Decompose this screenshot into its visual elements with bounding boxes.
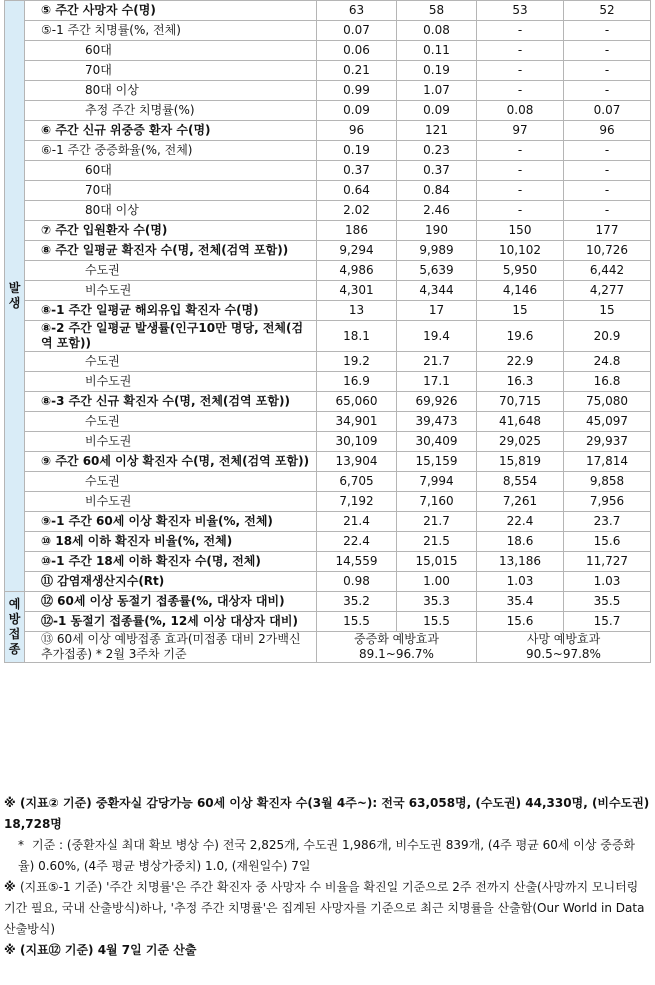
death-prevention-title: 사망 예방효과 [526, 632, 601, 646]
value-cell: 18.6 [477, 532, 564, 552]
row-label: 수도권 [25, 261, 317, 281]
value-cell: 0.84 [397, 181, 477, 201]
value-cell: 70,715 [477, 392, 564, 412]
value-cell: 35.4 [477, 592, 564, 612]
table-row [5, 221, 651, 241]
footnote-icu-capacity [4, 793, 650, 835]
value-cell: - [564, 61, 651, 81]
vaccine-effect-label: ⑬ 60세 이상 예방접종 효과(미접종 대비 2가백신 추가접종) * 2월 3주차 기준 [25, 632, 317, 663]
value-cell: 20.9 [564, 321, 651, 352]
value-cell: 121 [397, 121, 477, 141]
value-cell: 0.64 [317, 181, 397, 201]
table-row [5, 301, 651, 321]
value-cell: 19.6 [477, 321, 564, 352]
value-cell: 8,554 [477, 472, 564, 492]
value-cell: 7,994 [397, 472, 477, 492]
value-cell: 2.02 [317, 201, 397, 221]
value-cell: 45,097 [564, 412, 651, 432]
value-cell: 18.1 [317, 321, 397, 352]
value-cell: 0.23 [397, 141, 477, 161]
reference-mark-icon: ※ [4, 943, 16, 957]
reference-mark-icon: ※ [4, 796, 16, 810]
value-cell: - [477, 41, 564, 61]
row-label: ⑨ 주간 60세 이상 확진자 수(명, 전체(검역 포함)) [25, 452, 317, 472]
value-cell: 0.07 [564, 101, 651, 121]
severe-prevention-title: 중증화 예방효과 [354, 632, 439, 646]
value-cell: 7,192 [317, 492, 397, 512]
value-cell: 0.37 [397, 161, 477, 181]
value-cell: - [564, 81, 651, 101]
value-cell: 16.8 [564, 372, 651, 392]
value-cell: 7,160 [397, 492, 477, 512]
value-cell: - [477, 141, 564, 161]
value-cell: 15.6 [477, 612, 564, 632]
value-cell: 21.5 [397, 532, 477, 552]
value-cell: 5,639 [397, 261, 477, 281]
value-cell: 34,901 [317, 412, 397, 432]
value-cell: 21.7 [397, 512, 477, 532]
table-row [5, 261, 651, 281]
row-label: 추정 주간 치명률(%) [25, 101, 317, 121]
value-cell: 17.1 [397, 372, 477, 392]
value-cell: 15 [477, 301, 564, 321]
value-cell: 4,986 [317, 261, 397, 281]
value-cell: 0.21 [317, 61, 397, 81]
death-prevention-cell [477, 632, 651, 663]
value-cell: 15,015 [397, 552, 477, 572]
table-row [5, 201, 651, 221]
value-cell: 0.19 [317, 141, 397, 161]
value-cell: 63 [317, 1, 397, 21]
asterisk-icon: * [18, 838, 24, 852]
value-cell: 35.3 [397, 592, 477, 612]
row-label: 80대 이상 [25, 81, 317, 101]
row-label: ⑩-1 주간 18세 이하 확진자 수(명, 전체) [25, 552, 317, 572]
footnotes [4, 793, 650, 961]
table-row [5, 61, 651, 81]
row-label: ⑧-2 주간 일평균 발생률(인구10만 명당, 전체(검역 포함)) [25, 321, 317, 352]
value-cell: 13,186 [477, 552, 564, 572]
value-cell: 15,819 [477, 452, 564, 472]
value-cell: 0.11 [397, 41, 477, 61]
value-cell: 30,409 [397, 432, 477, 452]
value-cell: 11,727 [564, 552, 651, 572]
value-cell: 21.4 [317, 512, 397, 532]
row-label: 수도권 [25, 472, 317, 492]
footnote-vaccination-date [4, 940, 650, 961]
value-cell: 19.4 [397, 321, 477, 352]
table-row [5, 241, 651, 261]
value-cell: 150 [477, 221, 564, 241]
value-cell: - [564, 141, 651, 161]
value-cell: - [477, 61, 564, 81]
table-row [5, 101, 651, 121]
value-cell: 5,950 [477, 261, 564, 281]
row-label: ⑧-3 주간 신규 확진자 수(명, 전체(검역 포함)) [25, 392, 317, 412]
table-row [5, 452, 651, 472]
value-cell: 4,301 [317, 281, 397, 301]
value-cell: 7,261 [477, 492, 564, 512]
value-cell: - [564, 201, 651, 221]
value-cell: 6,442 [564, 261, 651, 281]
value-cell: 97 [477, 121, 564, 141]
value-cell: 1.03 [564, 572, 651, 592]
value-cell: 9,989 [397, 241, 477, 261]
value-cell: 0.09 [317, 101, 397, 121]
reference-mark-icon: ※ [4, 880, 16, 894]
value-cell: 0.07 [317, 21, 397, 41]
row-label: ⑫-1 동절기 접종률(%, 12세 이상 대상자 대비) [25, 612, 317, 632]
value-cell: 4,344 [397, 281, 477, 301]
table-row [5, 321, 651, 352]
row-label: 수도권 [25, 352, 317, 372]
table-row [5, 121, 651, 141]
value-cell: 15.6 [564, 532, 651, 552]
footnote-criteria [4, 835, 650, 877]
value-cell: 2.46 [397, 201, 477, 221]
table-row [5, 532, 651, 552]
row-label: ⑤ 주간 사망자 수(명) [25, 1, 317, 21]
value-cell: 15.5 [397, 612, 477, 632]
value-cell: 13,904 [317, 452, 397, 472]
value-cell: 186 [317, 221, 397, 241]
value-cell: - [477, 161, 564, 181]
value-cell: 29,937 [564, 432, 651, 452]
value-cell: 0.08 [477, 101, 564, 121]
table-row [5, 572, 651, 592]
value-cell: 96 [317, 121, 397, 141]
footnote-text: 기준 : (중환자실 최대 확보 병상 수) 전국 2,825개, 수도권 1,986개, 비수도권 839개, (4주 평균 60세 이상 중증화율) 0.60%, (4주 평균 병상가중치) 1.0, (재원일수) 7일 [18, 838, 636, 873]
value-cell: 35.2 [317, 592, 397, 612]
value-cell: 96 [564, 121, 651, 141]
value-cell: 15 [564, 301, 651, 321]
value-cell: - [564, 161, 651, 181]
value-cell: 15,159 [397, 452, 477, 472]
value-cell: 24.8 [564, 352, 651, 372]
value-cell: - [477, 181, 564, 201]
value-cell: 7,956 [564, 492, 651, 512]
value-cell: 9,858 [564, 472, 651, 492]
value-cell: 0.08 [397, 21, 477, 41]
value-cell: - [477, 21, 564, 41]
value-cell: 39,473 [397, 412, 477, 432]
row-label: ⑪ 감염재생산지수(Rt) [25, 572, 317, 592]
value-cell: 4,146 [477, 281, 564, 301]
value-cell: 22.9 [477, 352, 564, 372]
table-row [5, 161, 651, 181]
row-label: ⑩ 18세 이하 확진자 비율(%, 전체) [25, 532, 317, 552]
value-cell: 9,294 [317, 241, 397, 261]
row-label: 비수도권 [25, 432, 317, 452]
table-row [5, 392, 651, 412]
value-cell: 6,705 [317, 472, 397, 492]
value-cell: 16.3 [477, 372, 564, 392]
row-label: ⑫ 60세 이상 동절기 접종률(%, 대상자 대비) [25, 592, 317, 612]
footnote-text: (지표⑤-1 기준) '주간 치명률'은 주간 확진자 중 사망자 수 비율을 확진일 기준으로 2주 전까지 산출(사망까지 모니터링 기간 필요, 국내 산출방식)하나, '추정 주간 치명률'은 집계된 사망자를 기준으로 최근 치명률을 산출함(Our World in Data 산출방식) [4, 880, 645, 936]
value-cell: 16.9 [317, 372, 397, 392]
value-cell: 22.4 [477, 512, 564, 532]
value-cell: 30,109 [317, 432, 397, 452]
value-cell: 52 [564, 1, 651, 21]
value-cell: 0.19 [397, 61, 477, 81]
value-cell: 0.06 [317, 41, 397, 61]
value-cell: - [477, 201, 564, 221]
value-cell: - [564, 21, 651, 41]
table-row [5, 612, 651, 632]
value-cell: - [564, 41, 651, 61]
row-label: ⑧-1 주간 일평균 해외유입 확진자 수(명) [25, 301, 317, 321]
value-cell: 10,726 [564, 241, 651, 261]
footnote-fatality-rate [4, 877, 650, 940]
category-cell-vacc: 예 방 접 종 [5, 592, 25, 663]
table-row [5, 472, 651, 492]
value-cell: 53 [477, 1, 564, 21]
footnote-text: (지표② 기준) 중환자실 감당가능 60세 이상 확진자 수(3월 4주~): 전국 63,058명, (수도권) 44,330명, (비수도권) 18,728명 [4, 796, 650, 831]
value-cell: 21.7 [397, 352, 477, 372]
table-row [5, 81, 651, 101]
table-row [5, 372, 651, 392]
value-cell: - [477, 81, 564, 101]
table-row [5, 141, 651, 161]
table-row [5, 412, 651, 432]
table-row [5, 492, 651, 512]
row-label: ⑥ 주간 신규 위중증 환자 수(명) [25, 121, 317, 141]
row-label: ⑧ 주간 일평균 확진자 수(명, 전체(검역 포함)) [25, 241, 317, 261]
value-cell: 41,648 [477, 412, 564, 432]
value-cell: 58 [397, 1, 477, 21]
value-cell: 1.00 [397, 572, 477, 592]
table-row [5, 41, 651, 61]
row-label: 수도권 [25, 412, 317, 432]
table-row [5, 281, 651, 301]
table-row [5, 21, 651, 41]
table-row [5, 352, 651, 372]
value-cell: 0.09 [397, 101, 477, 121]
value-cell: 15.7 [564, 612, 651, 632]
value-cell: 0.37 [317, 161, 397, 181]
value-cell: 23.7 [564, 512, 651, 532]
row-label: ⑨-1 주간 60세 이상 확진자 비율(%, 전체) [25, 512, 317, 532]
row-label: 80대 이상 [25, 201, 317, 221]
indicator-table [4, 0, 651, 663]
value-cell: 1.07 [397, 81, 477, 101]
footnote-text: (지표⑫ 기준) 4월 7일 기준 산출 [20, 943, 197, 957]
value-cell: 0.99 [317, 81, 397, 101]
value-cell: 29,025 [477, 432, 564, 452]
row-label: 60대 [25, 161, 317, 181]
value-cell: 13 [317, 301, 397, 321]
row-label: 비수도권 [25, 492, 317, 512]
row-label: 60대 [25, 41, 317, 61]
table-row [5, 1, 651, 21]
value-cell: 17 [397, 301, 477, 321]
value-cell: 22.4 [317, 532, 397, 552]
vaccine-effect-row [5, 632, 651, 663]
row-label: ⑦ 주간 입원환자 수(명) [25, 221, 317, 241]
category-cell-occur: 발 생 [5, 1, 25, 592]
row-label: ⑤-1 주간 치명률(%, 전체) [25, 21, 317, 41]
severe-prevention-value: 89.1~96.7% [359, 647, 434, 661]
table-row [5, 512, 651, 532]
value-cell: - [564, 181, 651, 201]
table-row [5, 552, 651, 572]
value-cell: 14,559 [317, 552, 397, 572]
death-prevention-value: 90.5~97.8% [526, 647, 601, 661]
value-cell: 1.03 [477, 572, 564, 592]
value-cell: 0.98 [317, 572, 397, 592]
table-row [5, 592, 651, 612]
indicator-table-body [5, 1, 651, 663]
row-label: 70대 [25, 181, 317, 201]
value-cell: 15.5 [317, 612, 397, 632]
value-cell: 19.2 [317, 352, 397, 372]
value-cell: 65,060 [317, 392, 397, 412]
value-cell: 17,814 [564, 452, 651, 472]
value-cell: 75,080 [564, 392, 651, 412]
row-label: 비수도권 [25, 372, 317, 392]
value-cell: 177 [564, 221, 651, 241]
row-label: 70대 [25, 61, 317, 81]
value-cell: 10,102 [477, 241, 564, 261]
value-cell: 4,277 [564, 281, 651, 301]
value-cell: 190 [397, 221, 477, 241]
row-label: 비수도권 [25, 281, 317, 301]
value-cell: 35.5 [564, 592, 651, 612]
severe-prevention-cell [317, 632, 477, 663]
table-row [5, 181, 651, 201]
row-label: ⑥-1 주간 중증화율(%, 전체) [25, 141, 317, 161]
value-cell: 69,926 [397, 392, 477, 412]
table-row [5, 432, 651, 452]
